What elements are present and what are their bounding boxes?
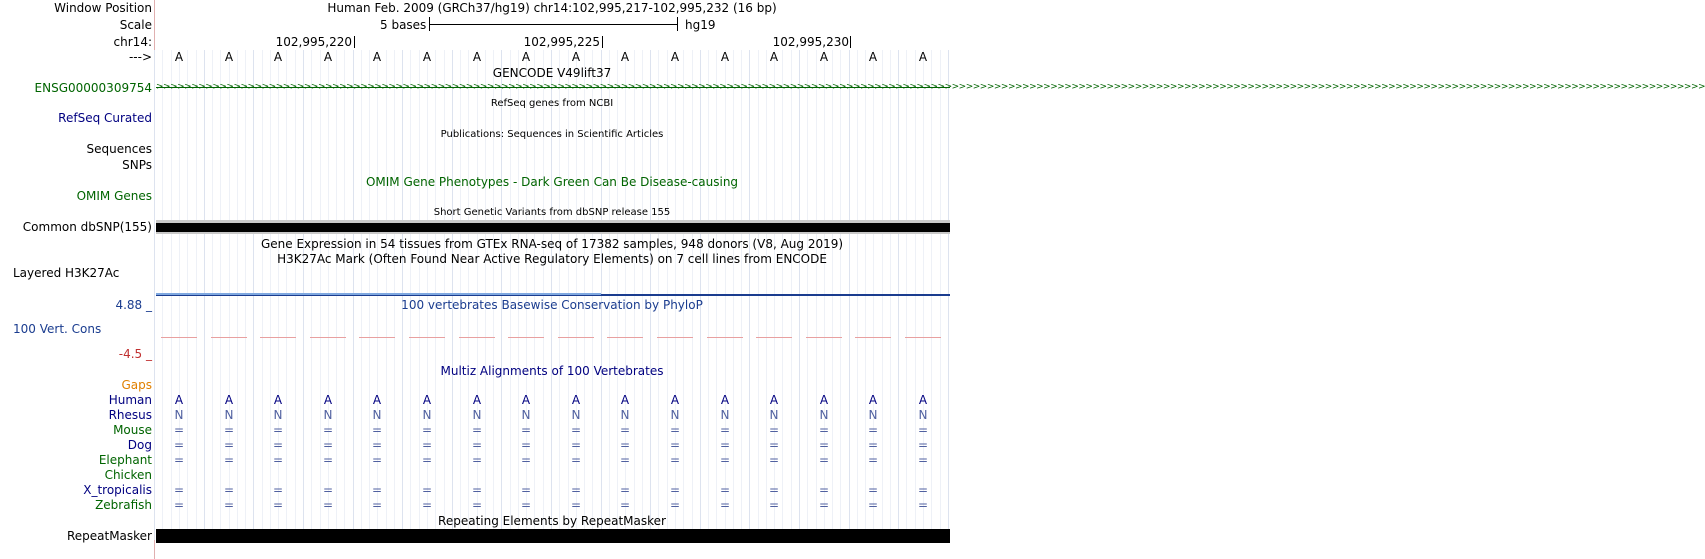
alignment-char: = <box>570 483 582 497</box>
species-label-x_tropicalis[interactable]: X_tropicalis <box>83 483 152 497</box>
alignment-char: A <box>372 393 382 407</box>
alignment-char: = <box>223 483 235 497</box>
alignment-char: = <box>421 423 433 437</box>
alignment-char: A <box>918 393 928 407</box>
alignment-char: N <box>174 408 184 422</box>
tick-mark-2 <box>602 36 603 48</box>
alignment-char: A <box>868 393 878 407</box>
phylop-mark <box>508 337 544 338</box>
alignment-char: = <box>669 498 681 512</box>
alignment-char: A <box>769 393 779 407</box>
alignment-char: = <box>570 423 582 437</box>
phylop-mark <box>409 337 445 338</box>
alignment-char: = <box>371 453 383 467</box>
alignment-char: = <box>520 498 532 512</box>
base-letter: A <box>323 50 333 64</box>
alignment-char: N <box>670 408 680 422</box>
alignment-char: A <box>273 393 283 407</box>
phylop-mark <box>260 337 296 338</box>
base-letter: A <box>422 50 432 64</box>
alignment-char: = <box>322 453 334 467</box>
alignment-char: = <box>867 453 879 467</box>
tick-label-1: 102,995,220 <box>275 35 352 49</box>
alignment-char: = <box>471 438 483 452</box>
species-label-elephant[interactable]: Elephant <box>98 453 152 467</box>
sequences-label[interactable]: Sequences <box>86 142 152 156</box>
phylop-mark <box>211 337 247 338</box>
phylop-mark <box>756 337 792 338</box>
alignment-char: = <box>917 498 929 512</box>
alignment-char: = <box>322 498 334 512</box>
phylop-min-label: -4.5 _ <box>118 347 152 361</box>
dbsnp-track-title: Short Genetic Variants from dbSNP release 155 <box>433 207 671 218</box>
alignment-char: = <box>917 483 929 497</box>
phylop-track-title: 100 vertebrates Basewise Conservation by PhyloP <box>401 298 703 312</box>
alignment-char: = <box>322 423 334 437</box>
base-letter: A <box>819 50 829 64</box>
scale-bar-left-end <box>429 17 430 31</box>
alignment-char: A <box>224 393 234 407</box>
alignment-char: = <box>818 453 830 467</box>
alignment-char: = <box>520 483 532 497</box>
base-letter: A <box>868 50 878 64</box>
window-position-label: Window Position <box>54 1 152 15</box>
alignment-char: = <box>471 498 483 512</box>
h3k27ac-signal-overlay <box>156 293 601 295</box>
h3k27ac-label[interactable]: Layered H3K27Ac <box>13 266 120 280</box>
base-grid-line <box>154 50 155 540</box>
species-label-chicken[interactable]: Chicken <box>104 468 152 482</box>
alignment-char: N <box>769 408 779 422</box>
alignment-char: A <box>819 393 829 407</box>
alignment-char: A <box>720 393 730 407</box>
alignment-char: = <box>867 483 879 497</box>
alignment-char: = <box>619 423 631 437</box>
refseq-curated-label[interactable]: RefSeq Curated <box>58 111 152 125</box>
phylop-mark <box>855 337 891 338</box>
alignment-char: = <box>570 438 582 452</box>
base-letter: A <box>769 50 779 64</box>
alignment-char: N <box>472 408 482 422</box>
alignment-char: = <box>173 453 185 467</box>
alignment-char: A <box>620 393 630 407</box>
species-label-mouse[interactable]: Mouse <box>113 423 152 437</box>
alignment-char: N <box>620 408 630 422</box>
alignment-char: = <box>867 423 879 437</box>
alignment-char: = <box>570 453 582 467</box>
alignment-char: = <box>471 483 483 497</box>
tick-mark-1 <box>354 36 355 48</box>
alignment-char: = <box>719 498 731 512</box>
refseq-track-title: RefSeq genes from NCBI <box>490 98 614 109</box>
alignment-char: = <box>669 483 681 497</box>
alignment-char: = <box>768 498 780 512</box>
alignment-char: = <box>917 423 929 437</box>
alignment-char: = <box>173 498 185 512</box>
phylop-mark <box>905 337 941 338</box>
phylop-mark <box>310 337 346 338</box>
alignment-char: = <box>867 438 879 452</box>
tick-label-3: 102,995,230 <box>772 35 849 49</box>
base-letter: A <box>174 50 184 64</box>
chromosome-label: chr14: <box>113 35 152 49</box>
phylop-max-label: 4.88 _ <box>115 298 152 312</box>
alignment-char: = <box>421 498 433 512</box>
alignment-char: A <box>571 393 581 407</box>
alignment-char: = <box>669 453 681 467</box>
alignment-char: = <box>768 453 780 467</box>
base-letter: A <box>472 50 482 64</box>
alignment-char: A <box>521 393 531 407</box>
alignment-char: = <box>719 438 731 452</box>
scale-bar <box>430 24 678 25</box>
base-letter: A <box>670 50 680 64</box>
alignment-char: = <box>619 438 631 452</box>
alignment-char: N <box>918 408 928 422</box>
phylop-mark <box>161 337 197 338</box>
alignment-char: = <box>619 453 631 467</box>
alignment-char: = <box>322 438 334 452</box>
alignment-char: = <box>421 483 433 497</box>
dbsnp-variant-bar[interactable] <box>156 223 950 232</box>
dbsnp-label[interactable]: Common dbSNP(155) <box>22 220 152 234</box>
phylop-mark <box>806 337 842 338</box>
scale-bar-right-end <box>677 17 678 31</box>
alignment-char: A <box>472 393 482 407</box>
alignment-char: = <box>669 438 681 452</box>
alignment-char: = <box>818 423 830 437</box>
alignment-char: = <box>371 483 383 497</box>
phylop-mark <box>558 337 594 338</box>
scale-text: 5 bases <box>380 18 427 32</box>
alignment-char: N <box>224 408 234 422</box>
alignment-char: = <box>421 438 433 452</box>
alignment-char: = <box>818 483 830 497</box>
tick-label-2: 102,995,225 <box>523 35 600 49</box>
omim-genes-label[interactable]: OMIM Genes <box>76 189 152 203</box>
alignment-char: = <box>520 423 532 437</box>
alignment-char: N <box>819 408 829 422</box>
gtex-track-title: Gene Expression in 54 tissues from GTEx RNA-seq of 17382 samples, 948 donors (V8, Aug 2019) <box>260 237 844 251</box>
repeatmasker-track-title: Repeating Elements by RepeatMasker <box>438 514 666 528</box>
alignment-char: = <box>223 453 235 467</box>
alignment-char: N <box>273 408 283 422</box>
phylop-mark <box>359 337 395 338</box>
gencode-strand-arrows: >>>>>>>>>>>>>>>>>>>>>>>>>>>>>>>>>>>>>>>>>>>>>>>>>>>>>>>>>>>>>>>>>>>>>>>>>>>>>>>>>>>>>>>>>>>>>>>>>>>>>>>>>>>>>>>>>>>>>>>>>>>>>>>>>>>>>>>>>>>>>>>>>>>>>>>>>>>>>>>>>>>>>>>>>>>>>>>>>>>>>>>>>>>>>>>>>>>>>>>>>>>>>>>>>>>>>>>>>>>> <box>156 82 1705 92</box>
omim-track-title: OMIM Gene Phenotypes - Dark Green Can Be Disease-causing <box>365 175 739 189</box>
base-letter: A <box>571 50 581 64</box>
alignment-char: = <box>421 453 433 467</box>
species-label-human[interactable]: Human <box>108 393 152 407</box>
repeatmasker-label[interactable]: RepeatMasker <box>66 529 152 543</box>
alignment-char: = <box>619 483 631 497</box>
alignment-char: = <box>223 438 235 452</box>
alignment-char: N <box>323 408 333 422</box>
alignment-char: = <box>223 423 235 437</box>
alignment-char: A <box>422 393 432 407</box>
alignment-char: = <box>471 453 483 467</box>
alignment-char: A <box>174 393 184 407</box>
phylop-mark <box>459 337 495 338</box>
phylop-mark <box>657 337 693 338</box>
base-letter: A <box>918 50 928 64</box>
alignment-char: = <box>768 483 780 497</box>
alignment-char: = <box>917 453 929 467</box>
alignment-char: = <box>520 438 532 452</box>
base-letter: A <box>273 50 283 64</box>
alignment-char: = <box>669 423 681 437</box>
alignment-char: = <box>322 483 334 497</box>
gaps-label: Gaps <box>121 378 152 392</box>
alignment-char: N <box>422 408 432 422</box>
gencode-gene-label[interactable]: ENSG00000309754 <box>34 81 152 95</box>
alignment-char: A <box>670 393 680 407</box>
alignment-char: = <box>272 438 284 452</box>
alignment-char: = <box>719 423 731 437</box>
alignment-char: = <box>173 438 185 452</box>
base-letter: A <box>720 50 730 64</box>
alignment-char: = <box>223 498 235 512</box>
alignment-char: N <box>521 408 531 422</box>
base-letter: A <box>372 50 382 64</box>
multiz-track-title: Multiz Alignments of 100 Vertebrates <box>440 364 664 378</box>
alignment-char: = <box>917 438 929 452</box>
alignment-char: = <box>471 423 483 437</box>
base-letter: A <box>224 50 234 64</box>
alignment-char: = <box>173 483 185 497</box>
alignment-char: = <box>272 453 284 467</box>
assembly-position[interactable]: Human Feb. 2009 (GRCh37/hg19) chr14:102,995,217-102,995,232 (16 bp) <box>327 1 777 15</box>
alignment-char: = <box>619 498 631 512</box>
species-label-rhesus[interactable]: Rhesus <box>108 408 152 422</box>
alignment-char: = <box>818 438 830 452</box>
base-letter: A <box>521 50 531 64</box>
strand-label: ---> <box>128 50 152 64</box>
alignment-char: = <box>520 453 532 467</box>
alignment-char: = <box>818 498 830 512</box>
alignment-char: N <box>372 408 382 422</box>
alignment-char: = <box>371 423 383 437</box>
alignment-char: = <box>719 483 731 497</box>
tick-mark-3 <box>850 36 851 48</box>
alignment-char: = <box>371 438 383 452</box>
repeatmasker-bar[interactable] <box>156 529 950 543</box>
phylop-mark <box>607 337 643 338</box>
alignment-char: = <box>272 423 284 437</box>
alignment-char: = <box>719 453 731 467</box>
publications-track-title: Publications: Sequences in Scientific Articles <box>440 129 664 140</box>
alignment-char: = <box>173 423 185 437</box>
alignment-char: N <box>868 408 878 422</box>
scale-db: hg19 <box>685 18 716 32</box>
alignment-char: = <box>768 438 780 452</box>
species-label-zebrafish[interactable]: Zebrafish <box>95 498 152 512</box>
alignment-char: = <box>867 498 879 512</box>
phylop-mark <box>707 337 743 338</box>
alignment-char: N <box>720 408 730 422</box>
alignment-char: = <box>371 498 383 512</box>
alignment-char: = <box>768 423 780 437</box>
h3k27ac-track-title: H3K27Ac Mark (Often Found Near Active Regulatory Elements) on 7 cell lines from ENCODE <box>277 252 827 266</box>
species-label-dog[interactable]: Dog <box>127 438 152 452</box>
snps-label[interactable]: SNPs <box>122 158 152 172</box>
alignment-char: A <box>323 393 333 407</box>
alignment-char: = <box>570 498 582 512</box>
gencode-track-title: GENCODE V49lift37 <box>492 66 612 80</box>
scale-label: Scale <box>119 18 152 32</box>
alignment-char: N <box>571 408 581 422</box>
base-letter: A <box>620 50 630 64</box>
alignment-char: = <box>272 498 284 512</box>
phylop-label[interactable]: 100 Vert. Cons <box>13 322 102 336</box>
alignment-char: = <box>272 483 284 497</box>
